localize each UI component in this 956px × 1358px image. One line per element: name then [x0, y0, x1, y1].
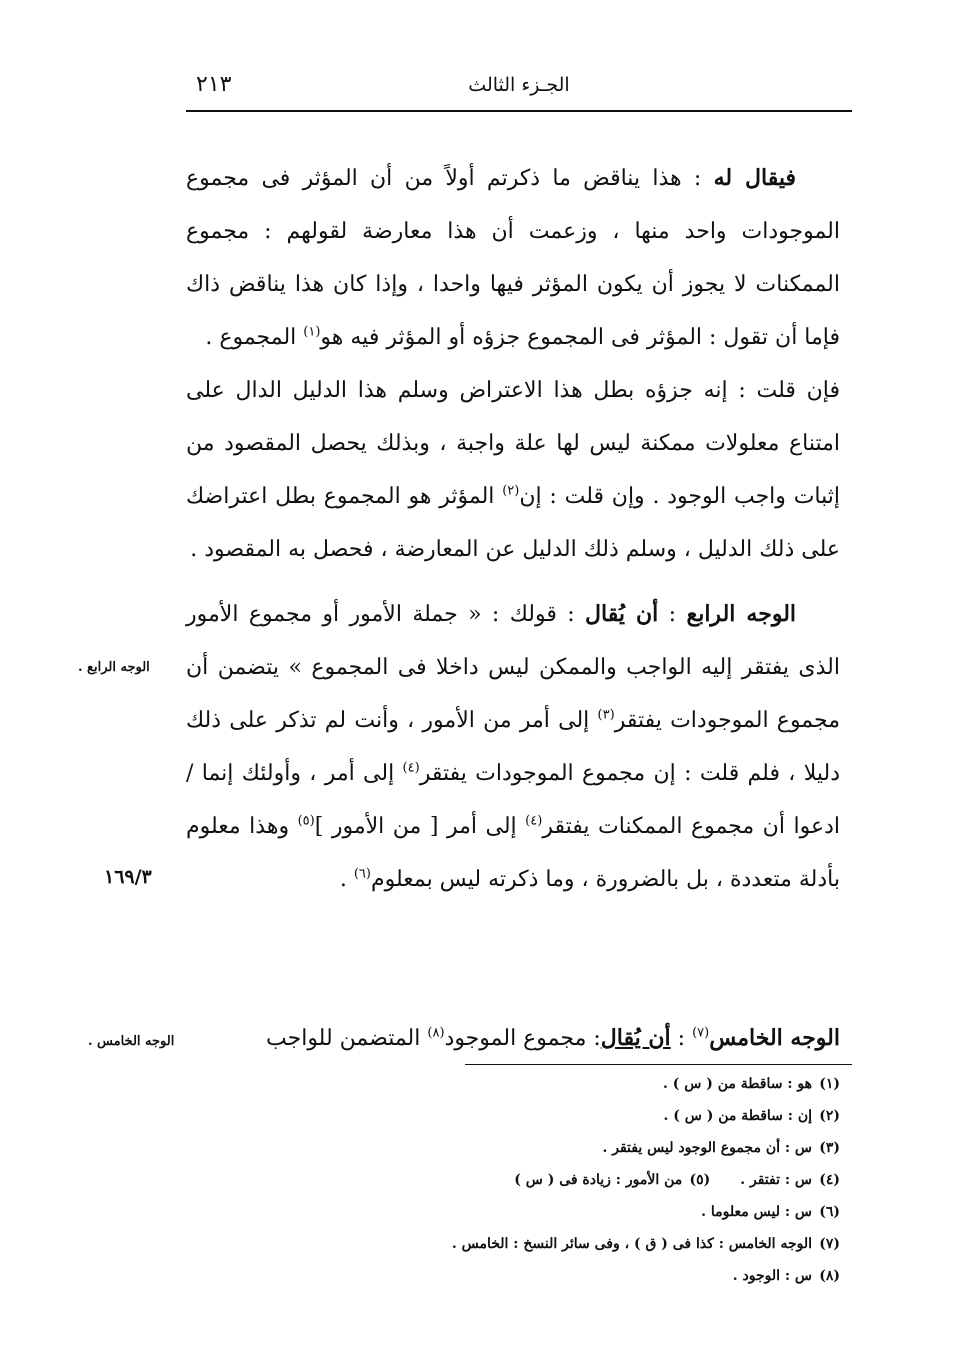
paragraph-4-text-a: : مجموع الموجود [444, 1026, 601, 1051]
footnote-text: س : الوجود . [732, 1268, 812, 1284]
paragraph-3-text-a: : قولك : « جملة الأمور أو مجموع الأمور الذى يفتقر إليه الواجب والممكن ليس داخلا فى المجموع » يتضمن أن مجموع الموجودات يفتقر [186, 602, 841, 733]
footnote-ref-2: (٢) [502, 483, 520, 499]
paragraph-2-text-b: المؤثر هو المجموع بطل اعتراضك على ذلك الدليل ، وسلم ذلك الدليل عن المعارضة ، فحصل به المقصود . [186, 484, 840, 562]
footnote-ref-6: (٦) [353, 866, 371, 882]
paragraph-3-text-c: إلى أمر ، وأولئك إنما / ادعوا أن مجموع الممكنات يفتقر [186, 761, 840, 839]
footnote-ref-5: (٥) [297, 813, 315, 829]
footnote-ref-4a: (٤) [402, 760, 420, 776]
footnote-number: (٦) [819, 1204, 840, 1220]
footnote-text: من الأمور : زيادة فى ( س ) [514, 1172, 683, 1188]
paragraph-4-colon: : [670, 1026, 693, 1051]
footnote-ref-1: (١) [303, 324, 321, 340]
paragraph-3-text-d: إلى أمر [ من الأمور ] [314, 814, 526, 839]
footnote-number: (٣) [819, 1140, 840, 1156]
footnote-text: س : تفتقر . [740, 1172, 812, 1188]
paragraph-3-lead2: أن يُقال [585, 601, 659, 627]
footnote-ref-3: (٣) [597, 707, 615, 723]
running-head: الجـزء الثالث [468, 74, 570, 96]
footnote-number: (٧) [819, 1236, 840, 1252]
footnote-ref-8: (٨) [427, 1025, 445, 1041]
paragraph-3 [186, 588, 840, 906]
paragraph-4 [186, 1020, 840, 1057]
footnotes [300, 1068, 840, 1292]
paragraph-4-lead2: أن يُقال [600, 1025, 671, 1051]
footnote-number: (٢) [819, 1108, 840, 1124]
footnote-number: (٨) [819, 1268, 840, 1284]
paragraph-2 [186, 364, 840, 576]
footnote-6 [300, 1196, 840, 1228]
footnote-2 [300, 1100, 840, 1132]
paragraph-3-text-b: إلى أمر من الأمور ، وأنت لم تذكر على ذلك دليلا ، فلم قلت : إن مجموع الموجودات يفتقر [186, 708, 840, 786]
paragraph-1-text: : هذا يناقض ما ذكرتم أولاً من أن المؤثر فى مجموع الموجودات واحد منها ، وزعمت أن هذا معارضة لقولهم : مجموع الممكنات لا يجوز أن يكون المؤثر فيها واحدا ، وإذا كان هذا يناقض ذاك فإما أن تقول : المؤثر فى المجموع جزؤه أو المؤثر فيه هو [186, 166, 840, 350]
main-text [186, 152, 840, 906]
paragraph-1-lead: فيقال له [713, 165, 796, 191]
page-header [186, 70, 852, 112]
footnote-text: س : ليس معلوما . [701, 1204, 812, 1220]
footnote-text: س : أن مجموع الوجود ليس يفتقر . [602, 1140, 812, 1156]
footnote-separator [465, 1064, 852, 1065]
footnote-text: هو : ساقطة من ( س ) . [663, 1076, 812, 1092]
paragraph-3-text-e: وهذا معلوم بأدلة متعددة ، بل بالضرورة ، وما ذكرته ليس بمعلوم [186, 814, 840, 892]
footnote-7 [300, 1228, 840, 1260]
paragraph-3-lead: الوجه الرابع [686, 601, 797, 627]
paragraph-3-text-f: . [339, 867, 354, 892]
paragraph-2-text-a: فإن قلت : إنه جزؤه بطل هذا الاعتراض وسلم هذا الدليل الدال على امتناع معلولات ممكنة ليس لها علة واجبة ، وبذلك يحصل المقصود من إثبات واجب الوجود . وإن قلت : إن [186, 378, 840, 509]
footnote-number: (١) [819, 1076, 840, 1092]
margin-note-fifth: الوجه الخامس . [88, 1034, 175, 1049]
footnote-number: (٥) [689, 1172, 711, 1188]
footnote-ref-7: (٧) [692, 1025, 710, 1041]
footnote-number: (٤) [819, 1172, 840, 1188]
footnote-3 [300, 1132, 840, 1164]
footnote-text: إن : ساقطة من ( س ) . [663, 1108, 812, 1124]
footnote-4-5 [300, 1164, 840, 1196]
footnote-8 [300, 1260, 840, 1292]
paragraph-1 [186, 152, 840, 364]
paragraph-4-text-b: المتضمن للواجب [266, 1026, 428, 1051]
volume-page-reference: ١٦٩/٣ [104, 866, 152, 888]
footnote-text: الوجه الخامس : كذا فى ( ق ) ، وفى سائر النسخ : الخامس . [451, 1236, 812, 1252]
page-number: ٢١٣ [196, 72, 232, 97]
paragraph-4-lead: الوجه الخامس [709, 1025, 840, 1051]
paragraph-3-colon: : [658, 602, 687, 627]
footnote-ref-4b: (٤) [525, 813, 543, 829]
footnote-1 [300, 1068, 840, 1100]
paragraph-1-end: المجموع . [205, 325, 304, 350]
margin-note-fourth: الوجه الرابع . [78, 660, 150, 675]
